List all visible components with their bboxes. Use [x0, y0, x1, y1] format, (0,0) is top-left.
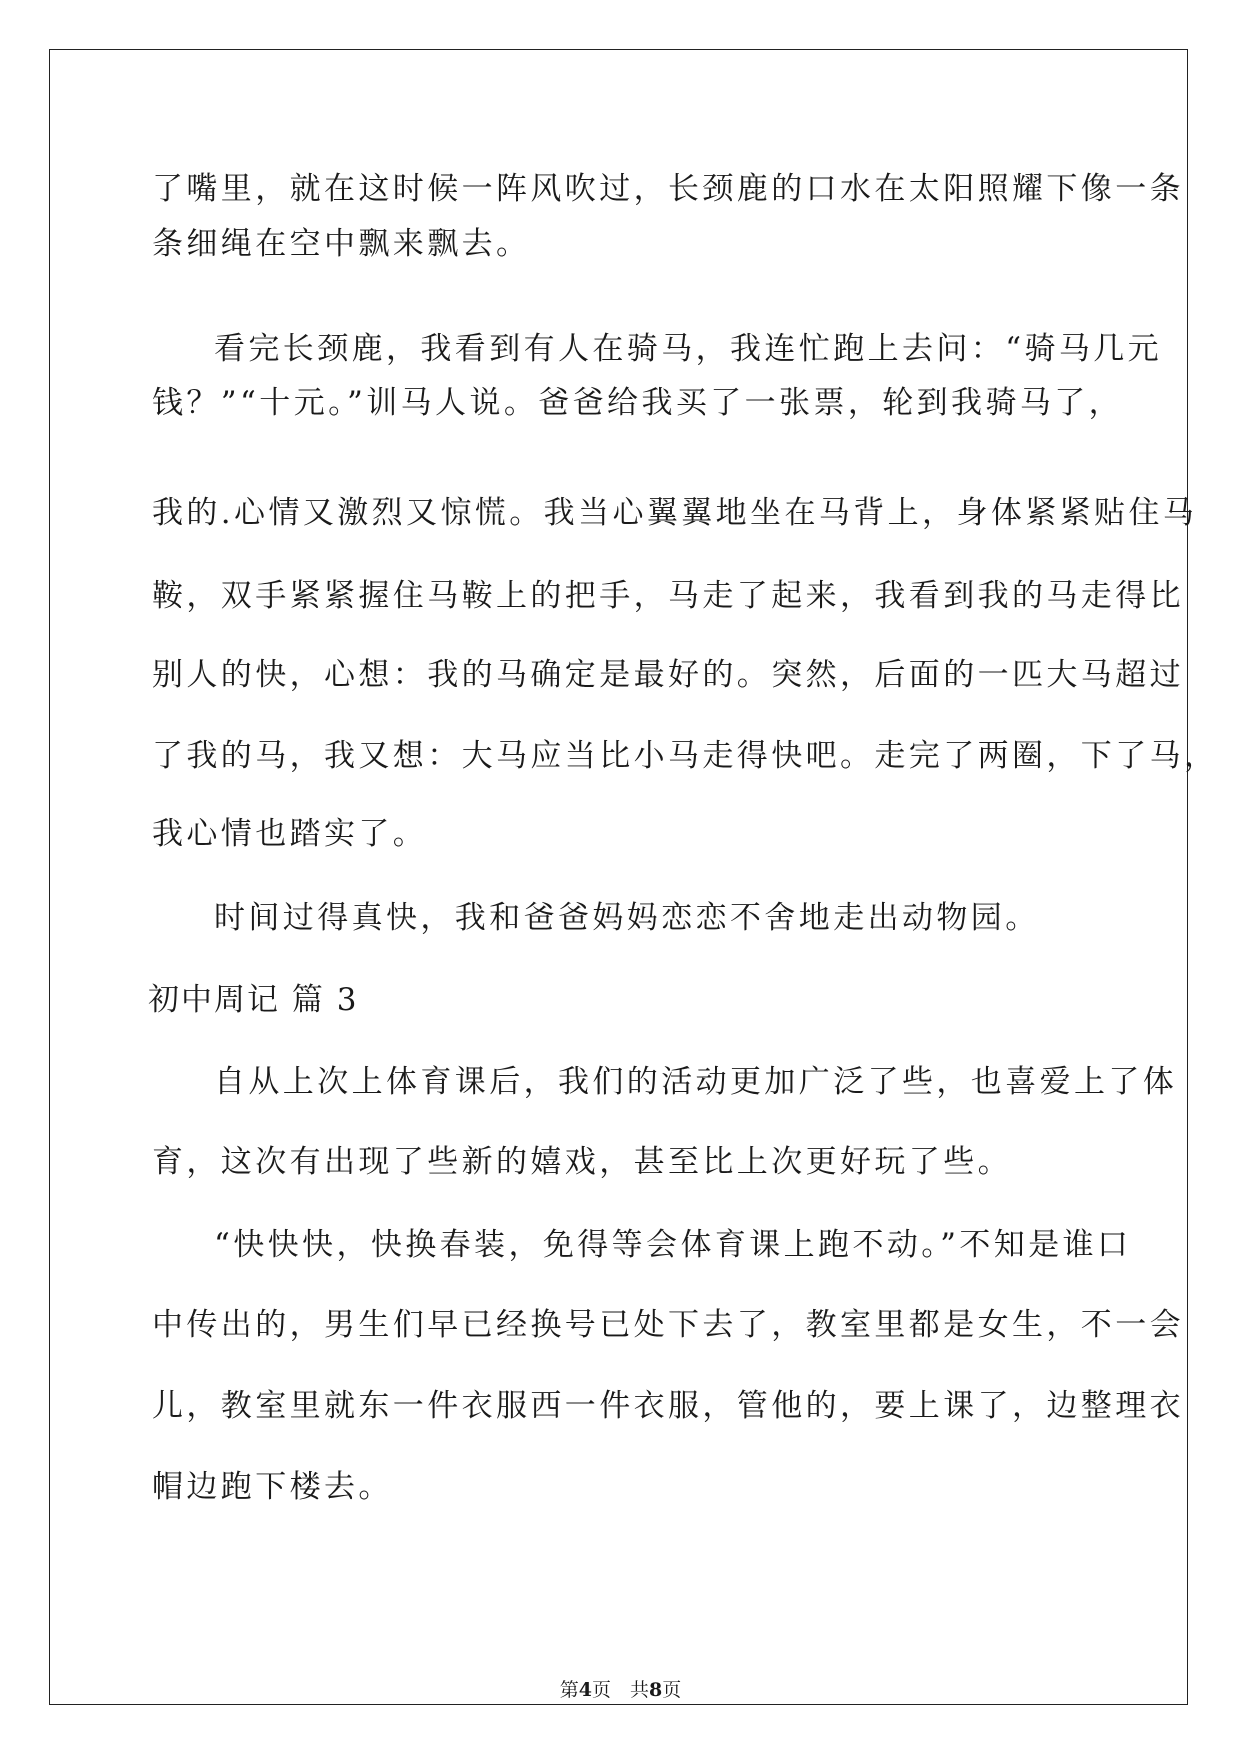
- text-line: 鞍，双手紧紧握住马鞍上的把手，马走了起来，我看到我的马走得比: [152, 578, 1184, 614]
- text-line: 了嘴里，就在这时候一阵风吹过，长颈鹿的口水在太阳照耀下像一条: [152, 171, 1184, 207]
- text-line: 中传出的，男生们早已经换号已处下去了，教室里都是女生，不一会: [152, 1307, 1184, 1343]
- text-line: 育，这次有出现了些新的嬉戏，甚至比上次更好玩了些。: [152, 1144, 1012, 1180]
- text-line: 我心情也踏实了。: [152, 816, 428, 852]
- text-line: 别人的快，心想：我的马确定是最好的。突然，后面的一匹大马超过: [152, 657, 1184, 693]
- text-line: 钱？”“十元。”训马人说。爸爸给我买了一张票，轮到我骑马了，: [152, 385, 1124, 421]
- text-line: 看完长颈鹿，我看到有人在骑马，我连忙跑上去问：“骑马几元: [214, 331, 1163, 367]
- text-line: 儿，教室里就东一件衣服西一件衣服，管他的，要上课了，边整理衣: [152, 1388, 1184, 1424]
- text-line: “快快快，快换春装，免得等会体育课上跑不动。”不知是谁口: [214, 1227, 1132, 1263]
- section-heading: 初中周记 篇 3: [148, 982, 359, 1018]
- footer-middle: 页 共: [591, 1679, 649, 1701]
- page-number-footer: [0, 1678, 1241, 1702]
- text-line: 时间过得真快，我和爸爸妈妈恋恋不舍地走出动物园。: [214, 900, 1040, 936]
- footer-suffix: 页: [662, 1679, 682, 1701]
- page-border: [49, 49, 1188, 1705]
- text-line: 帽边跑下楼去。: [152, 1469, 393, 1505]
- text-line: 条细绳在空中飘来飘去。: [152, 226, 531, 262]
- footer-prefix: 第: [559, 1679, 579, 1701]
- text-line: 了我的马，我又想：大马应当比小马走得快吧。走完了两圈，下了马，: [152, 738, 1219, 774]
- total-page-count: 8: [649, 1679, 663, 1701]
- text-line: 我的.心情又激烈又惊慌。我当心翼翼地坐在马背上，身体紧紧贴住马: [152, 495, 1198, 531]
- text-line: 自从上次上体育课后，我们的活动更加广泛了些，也喜爱上了体: [214, 1064, 1178, 1100]
- current-page-number: 4: [578, 1679, 592, 1701]
